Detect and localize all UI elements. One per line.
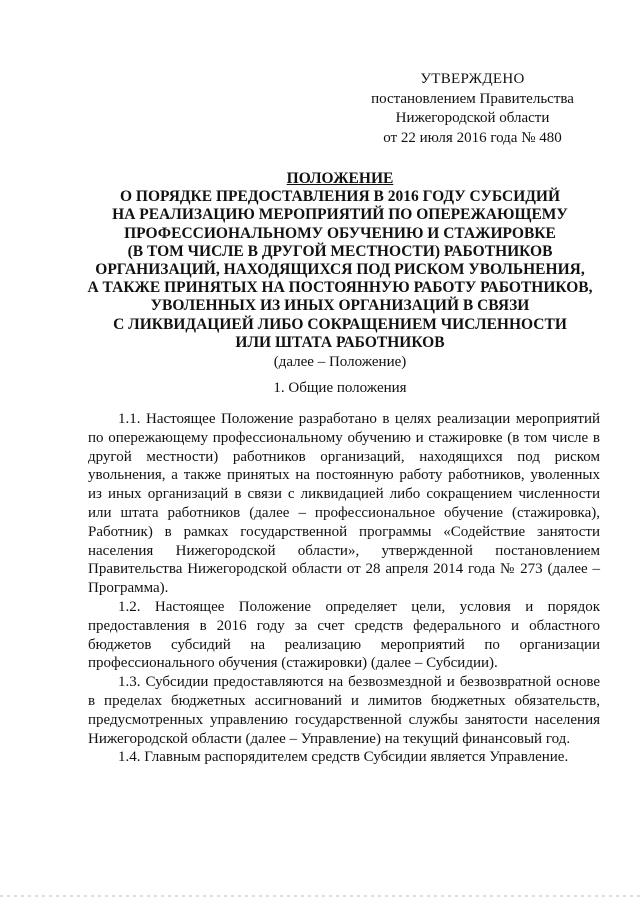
title-heading: ПОЛОЖЕНИЕ — [286, 170, 394, 187]
title-abbreviation-note: (далее – Положение) — [273, 354, 407, 371]
approval-heading: УТВЕРЖДЕНО — [420, 71, 525, 87]
title-line: А ТАКЖЕ ПРИНЯТЫХ НА ПОСТОЯННУЮ РАБОТУ РАБОТНИКОВ, — [87, 279, 593, 297]
title-line: НА РЕАЛИЗАЦИЮ МЕРОПРИЯТИЙ ПО ОПЕРЕЖАЮЩЕМУ — [112, 206, 568, 224]
approval-line-1: постановлением Правительства — [371, 90, 574, 107]
paragraph-1-3: 1.3. Субсидии предоставляются на безвозмездной и безвозвратной основе в пределах бюджетных ассигнований и лимитов бюджетных обязательств, предусмотренных управлению государственной службы занятости населения Нижегородской области (далее – Управление) на текущий финансовый год. — [88, 674, 600, 747]
approval-date-line: от 22 июля 2016 года № 480 — [383, 129, 562, 146]
paragraph-1-4: 1.4. Главным распорядителем средств Субсидии является Управление. — [118, 749, 569, 766]
title-line: С ЛИКВИДАЦИЕЙ ЛИБО СОКРАЩЕНИЕМ ЧИСЛЕННОСТИ — [113, 315, 567, 333]
title-line: (В ТОМ ЧИСЛЕ В ДРУГОЙ МЕСТНОСТИ) РАБОТНИКОВ — [127, 242, 553, 260]
paragraph-1-2: 1.2. Настоящее Положение определяет цели, условия и порядок предоставления в 2016 году за счет средств федерального и областного бюджетов субсидий на реализацию мероприятий по организации профессионального обучения (стажировки) (далее – Субсидии). — [88, 598, 600, 672]
document-title — [60, 170, 620, 371]
title-line: ПРОФЕССИОНАЛЬНОМУ ОБУЧЕНИЮ И СТАЖИРОВКЕ — [124, 224, 556, 242]
section-heading: 1. Общие положения — [273, 380, 407, 396]
document-body — [88, 410, 600, 767]
approval-line-2: Нижегородской области — [395, 110, 550, 126]
paragraph-1-1: 1.1. Настоящее Положение разработано в целях реализации мероприятий по опережающему профессиональному обучению и стажировке (в том числе в другой местности) работников организаций, находящихся под риском увольнения, а также принятых на постоянную работу работников, уволенных из иных организаций в связи с ликвидацией либо сокращением численности или штата работников (далее – профессиональное обучение (стажировка), Работник) в рамках государственной программы «Содействие занятости населения Нижегородской области», утвержденной постановлением Правительства Нижегородской области от 28 апреля 2014 года № 273 (далее – Программа). — [88, 411, 600, 597]
approval-stamp — [360, 70, 585, 148]
title-line: ОРГАНИЗАЦИЙ, НАХОДЯЩИХСЯ ПОД РИСКОМ УВОЛЬНЕНИЯ, — [95, 261, 585, 279]
scan-edge-artifact — [0, 895, 640, 897]
title-line: УВОЛЕННЫХ ИЗ ИНЫХ ОРГАНИЗАЦИЙ В СВЯЗИ — [150, 297, 530, 315]
title-line: ИЛИ ШТАТА РАБОТНИКОВ — [235, 333, 445, 351]
title-line: О ПОРЯДКЕ ПРЕДОСТАВЛЕНИЯ В 2016 ГОДУ СУБСИДИЙ — [119, 188, 561, 206]
